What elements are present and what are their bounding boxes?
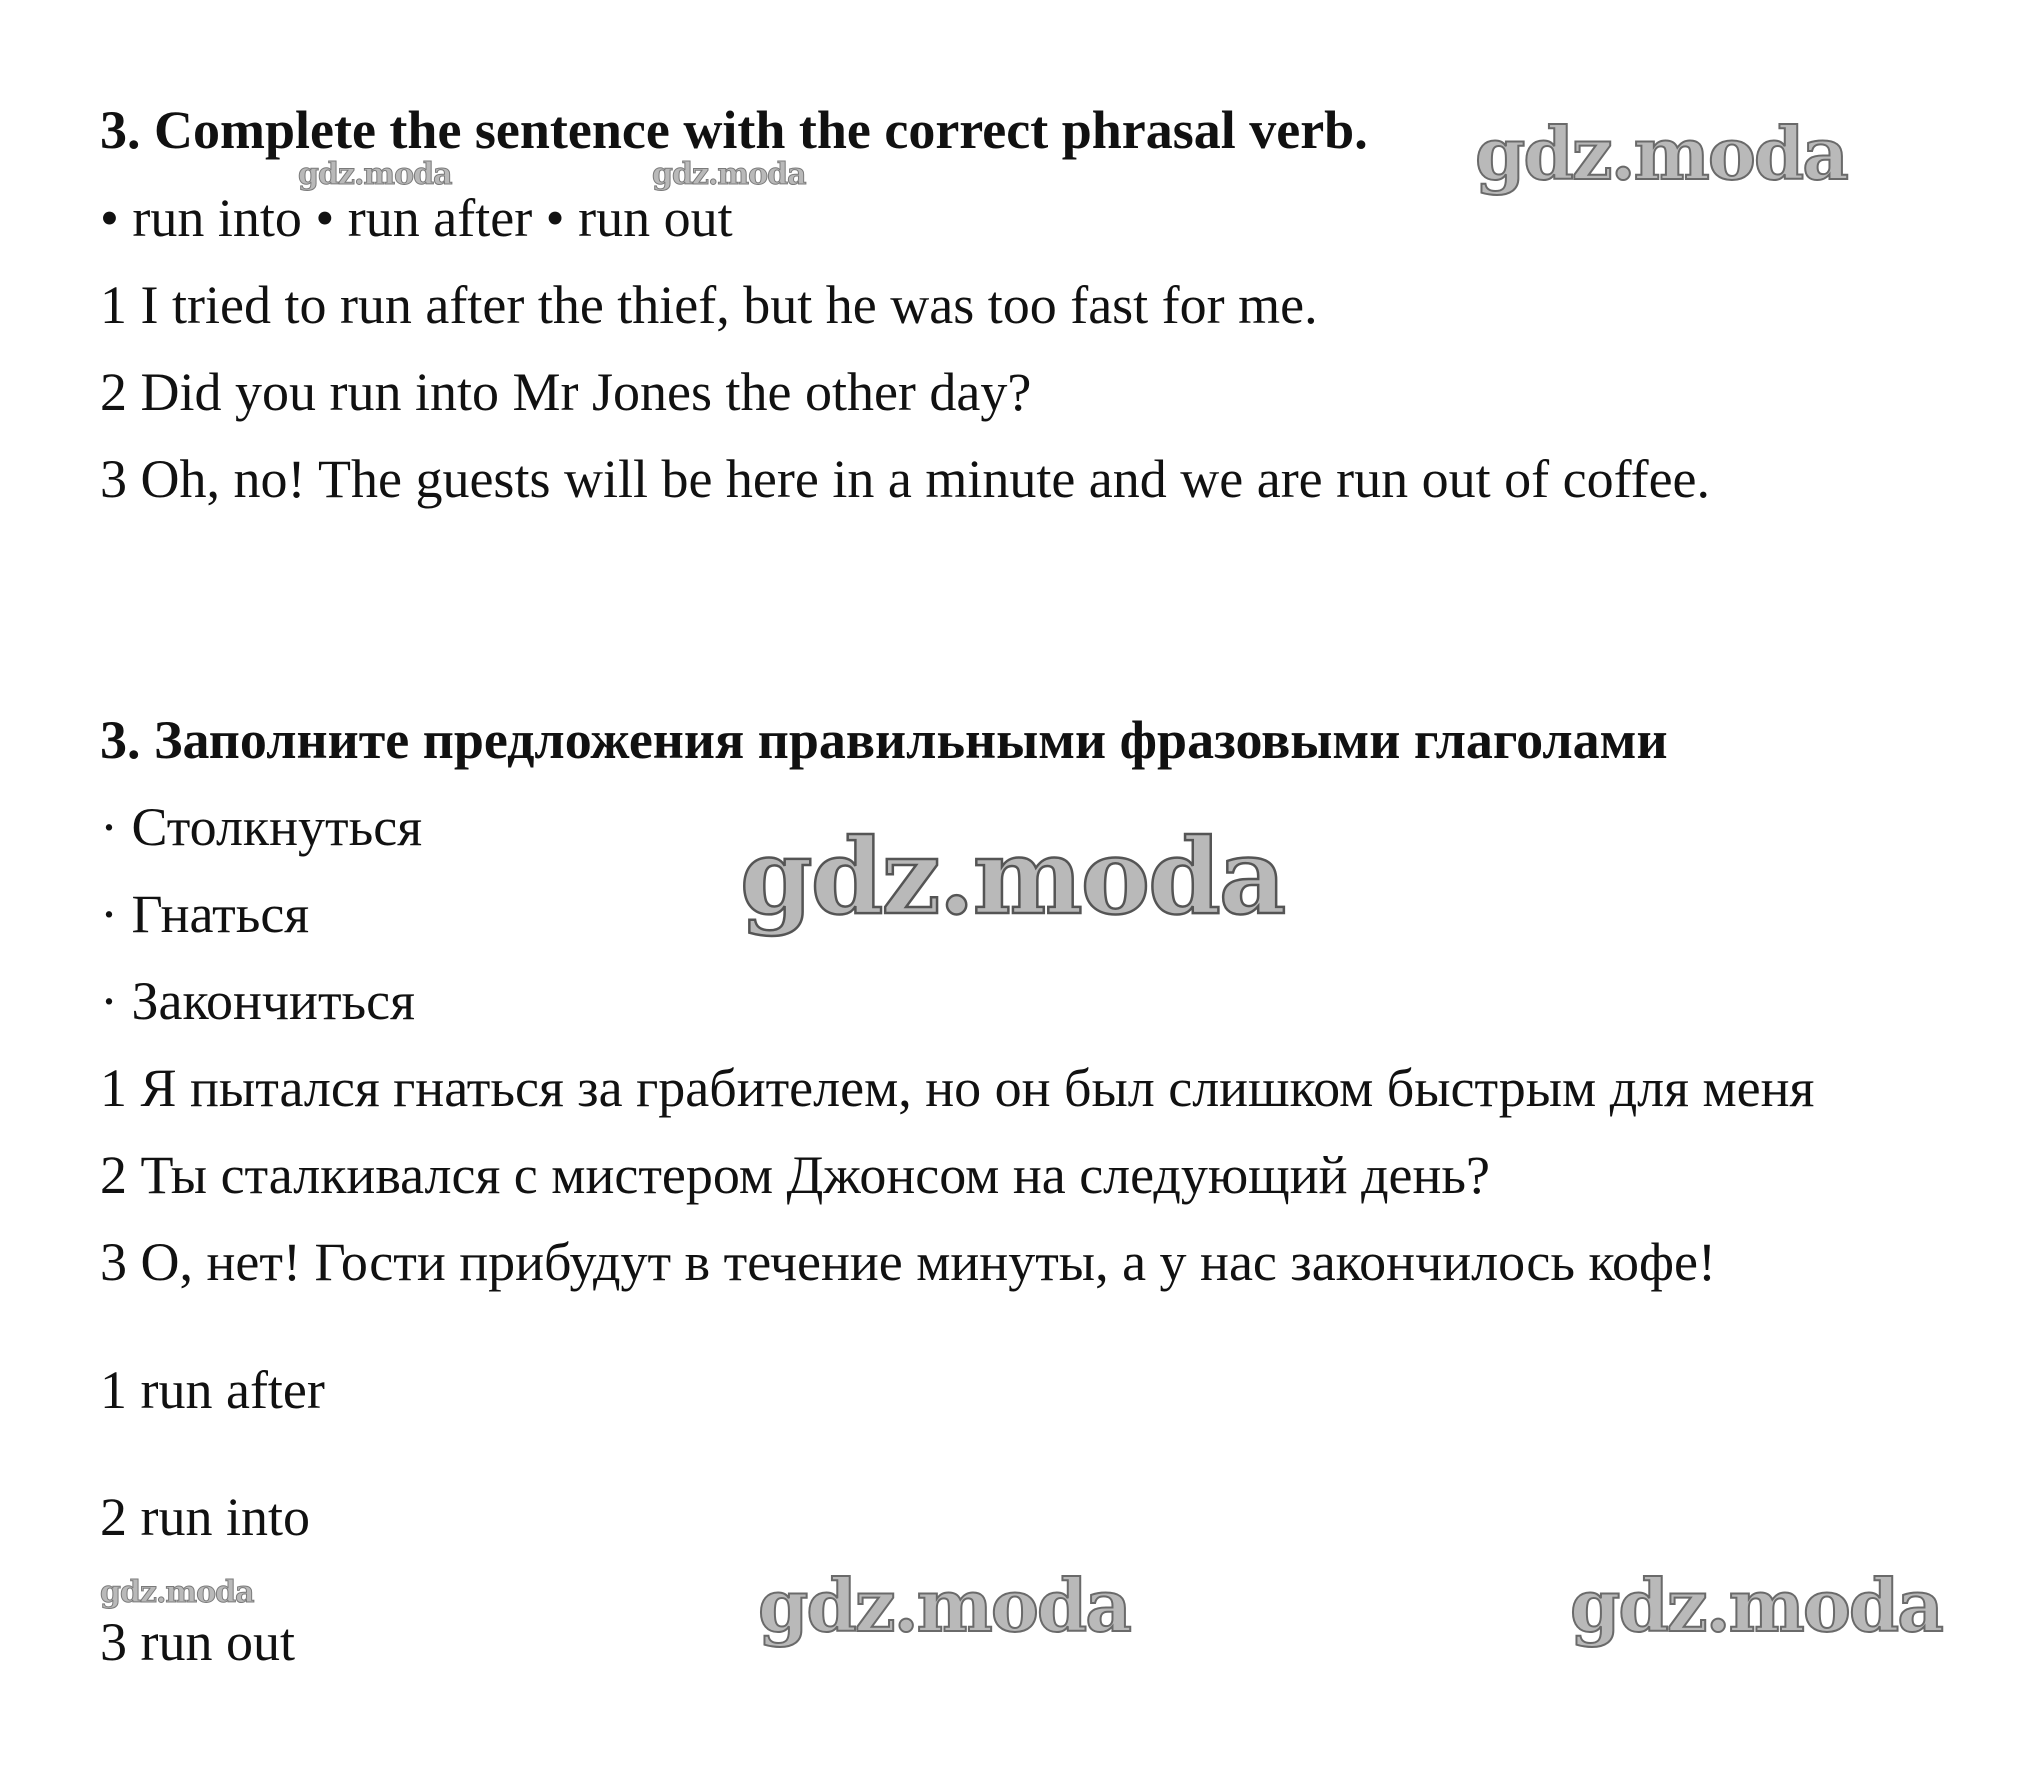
english-sentence-3: 3 Oh, no! The guests will be here in a minute and we are run out of coffee.	[100, 449, 1711, 509]
russian-sentence-3: 3 О, нет! Гости прибудут в течение минуты, а у нас закончилось кофе!	[100, 1232, 1716, 1292]
english-sentence-1: 1 I tried to run after the thief, but he was too fast for me.	[100, 275, 1318, 335]
watermark-logo: gdz.moda	[740, 815, 1285, 938]
russian-option-3: · Закончиться	[100, 971, 415, 1031]
watermark-logo: gdz.moda	[1475, 111, 1847, 196]
watermark-logo: gdz.moda	[758, 1563, 1130, 1648]
watermark-logo: gdz.moda	[652, 157, 806, 192]
watermark-logo: gdz.moda	[100, 1575, 254, 1610]
answer-2: 2 run into	[100, 1487, 310, 1547]
russian-sentence-2: 2 Ты сталкивался с мистером Джонсом на следующий день?	[100, 1145, 1490, 1205]
watermark-logo: gdz.moda	[1570, 1563, 1942, 1648]
english-sentence-2: 2 Did you run into Mr Jones the other day?	[100, 362, 1032, 422]
answer-3: 3 run out	[100, 1612, 295, 1672]
watermark-logo: gdz.moda	[298, 157, 452, 192]
russian-option-2: · Гнаться	[100, 884, 310, 944]
russian-option-1: · Столкнуться	[100, 797, 423, 857]
russian-sentence-1: 1 Я пытался гнаться за грабителем, но он был слишком быстрым для меня	[100, 1058, 1815, 1118]
russian-heading: 3. Заполните предложения правильными фразовыми глаголами	[100, 710, 1668, 770]
english-heading: 3. Complete the sentence with the correct phrasal verb.	[100, 100, 1368, 160]
english-options: • run into • run after • run out	[100, 188, 733, 248]
answer-1: 1 run after	[100, 1360, 325, 1420]
